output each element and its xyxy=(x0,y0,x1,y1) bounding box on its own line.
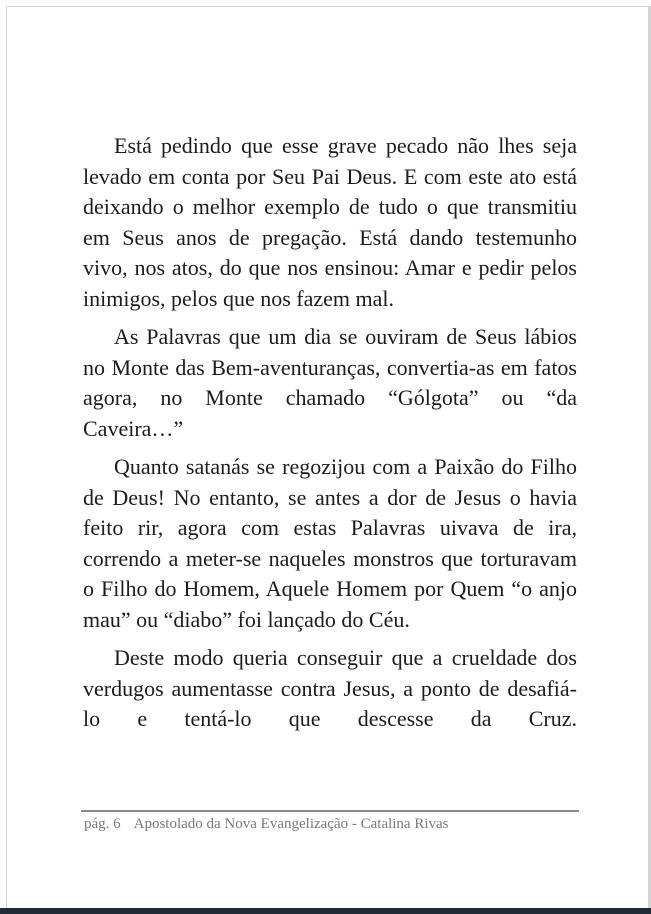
paragraph-4: Deste modo queria conseguir que a crueldade dos verdugos aumentasse contra Jesus, a ponto de desafiá-lo e tentá-lo que descesse da Cruz. xyxy=(83,645,577,731)
footer-divider xyxy=(81,810,579,812)
window-bottom-edge xyxy=(0,908,651,914)
footer-page-number: pág. 6 xyxy=(84,816,121,832)
paragraph-1: Está pedindo que esse grave pecado não lhes seja levado em conta por Seu Pai Deus. E com este ato está deixando o melhor exemplo de tudo o que transmitiu em Seus anos de pregação. Está dando testemunho vivo, nos atos, do que nos ensinou: Amar e pedir pelos inimigos, pelos que nos fazem mal. xyxy=(83,133,577,311)
paragraph-2: As Palavras que um dia se ouviram de Seus lábios no Monte das Bem-aventuranças, convertia-as em fatos agora, no Monte chamado “Gólgota” ou “da Caveira…” xyxy=(83,324,577,441)
page-body-text xyxy=(83,131,577,743)
footer-running-title: Apostolado da Nova Evangelização - Catalina Rivas xyxy=(133,816,449,832)
page-footer xyxy=(84,816,449,833)
paragraph-3: Quanto satanás se regozijou com a Paixão do Filho de Deus! No entanto, se antes a dor de Jesus o havia feito rir, agora com estas Palavras uivava de ira, correndo a meter-se naqueles monstros que torturavam o Filho do Homem, Aquele Homem por Quem “o anjo mau” ou “diabo” foi lançado do Céu. xyxy=(83,454,577,632)
